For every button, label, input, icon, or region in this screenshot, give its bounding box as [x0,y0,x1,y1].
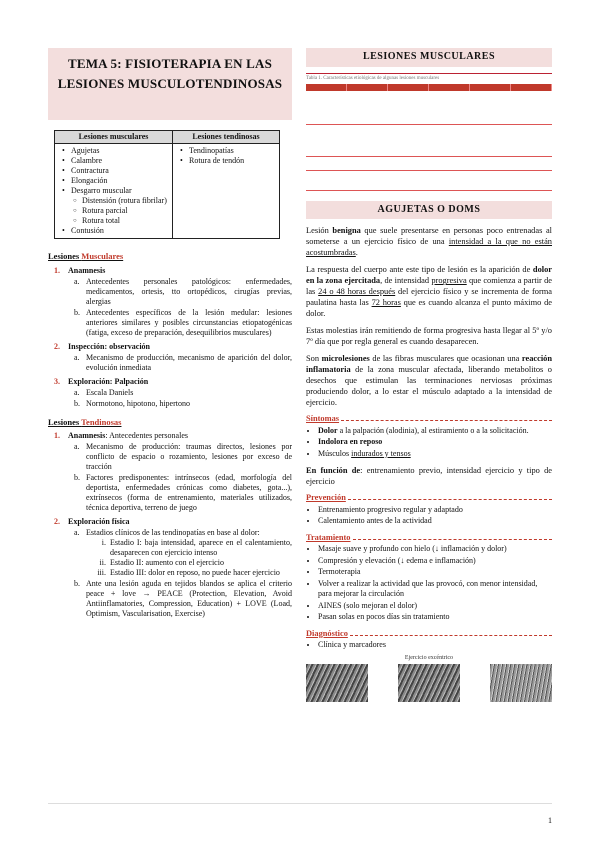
list-item: • Músculos indurados y tensos [318,449,552,460]
micrograph-image [490,664,552,702]
step-title: Anamnesis [68,431,106,441]
list-item: • Volver a realizar la actividad que las provocó, con menor intensidad, para mejorar la circulación [318,579,552,600]
subsection-diagnostico: Diagnóstico [306,629,552,640]
left-column: TEMA 5: FISIOTERAPIA EN LAS LESIONES MUSCULOTENDINOSAS Lesiones musculares Lesiones tendinosas • Agujetas • Calambre • Contractura • Elongación • Desgarro muscular ○ Distensión (rotura fibrilar) ○ Rotura parcial ○ Rotura total • Contusión • Tendinopatías • Rotura de tendón Lesiones Musculares 1. Anamnesis a. Antecedentes personales patológicos: enfermedades, medicamentos, ortesis, tto ortopédicos, cirugías previas, alergias b. Antecedentes específicos de la lesión medular: lesiones anteriores similares y posibles circunstancias etiopatogénicas (fatiga, exceso de preparación, desequilibrios musculares) 2. Inspección: observación a. Mecanismo de producción, mecanismo de aparición del dolor, evolución inmediata 3. Exploración: Palpación a. Escala Daniels b. Normotono, hipotono, hipertono Lesiones Tendinosas 1. Anamnesis: Antecedentes personales a. Mecanismo de producción: traumas directos, lesiones por conflicto de espacio o rozamiento, lesiones por exceso de tracción b. Factores predisponentes: intrínsecos (edad, morfología del deportista, enfermedades crónicas como diabetes, gota...), extrínsecos (forma de entrenamiento, materiales utilizados, técnica deportiva, terreno de juego 2. Exploración física a. Estadios clínicos de las tendinopatías en base al dolor: i. Estadio I: baja intensidad, aparece en el calentamiento, desaparecen con ejercicio intenso ii. Estadio II: aumento con el ejercicio iii. Estadio III: dolor en reposo, no puede hacer ejercicio b. Ante una lesión aguda en tejidos blandos se aplica el criterio peace + love → PEACE (Protection, Elevation, Avoid Antiinflamatories, Compression, Education) + LOVE (Load, Optimism, Vascularisation, Exercise) [48,48,292,619]
list-item: • Calambre [57,156,168,166]
list-item: • Compresión y elevación (↓ edema e inflamación) [318,556,552,567]
list-item: ○ Distensión (rotura fibrilar) [57,196,168,206]
subsection-tratamiento: Tratamiento [306,533,552,544]
list-item: ○ Rotura parcial [57,206,168,216]
paragraph: Lesión benigna que suele presentarse en personas poco entrenadas al someterse a un ejercicio físico de una intensidad a la que no están acostumbradas. [306,226,552,258]
step-title: Anamnesis [68,265,106,275]
list-item: • Clínica y marcadores [318,640,552,651]
subsection-prevencion: Prevención [306,493,552,504]
micrograph-image [306,664,368,702]
list-item: • Rotura de tendón [175,156,275,166]
list-item: • AINES (solo mejoran el dolor) [318,601,552,612]
list-item: • Elongación [57,176,168,186]
col-header-musculares: Lesiones musculares [55,131,173,144]
list-item: • Calentamiento antes de la actividad [318,516,552,527]
lesiones-table [54,130,280,239]
section-heading-musculares: Lesiones Musculares [48,251,124,261]
paragraph: En función de: entrenamiento previo, intensidad ejercicio y tipo de ejercicio [306,466,552,487]
list-item: • Tendinopatías [175,146,275,156]
list-item: • Contusión [57,226,168,236]
step-title: Exploración física [68,517,130,527]
reference-table-image: Tabla 1. Características etiológicas de algunas lesiones musculares [306,73,552,191]
paragraph: La respuesta del cuerpo ante este tipo de lesión es la aparición de dolor en la zona ejercitada, de intensidad progresiva que comienza a partir de las 24 o 48 horas después del ejercicio físico y se incrementa de forma paulatina hasta las 72 horas que es cuando alcanza el punto máximo de dolor. [306,265,553,319]
step-title: Inspección: observación [68,341,150,351]
micrograph-image [398,664,460,702]
step-title: Exploración: Palpación [68,376,149,386]
section-heading-tendinosas: Lesiones Tendinosas [48,416,122,427]
paragraph: Estas molestias irán remitiendo de forma progresiva hasta llegar al 5º y/o 7º día que por regla general es cuando desaparecen. [306,326,552,347]
list-item: • Masaje suave y profundo con hielo (↓ inflamación y dolor) [318,544,552,555]
list-item: • Indolora en reposo [318,437,552,448]
figure-title: Ejercicio excéntrico [404,654,454,661]
page-number: 1 [548,816,552,825]
col-header-tendinosas: Lesiones tendinosas [173,131,280,144]
list-item: • Desgarro muscular [57,186,168,196]
subsection-sintomas: Síntomas [306,414,552,425]
list-item: • Contractura [57,166,168,176]
list-item: • Termoterapia [318,567,552,578]
list-item: • Pasan solas en pocos días sin tratamiento [318,612,552,623]
list-item: • Agujetas [57,146,168,156]
muscle-fiber-images [306,664,552,702]
page-title: TEMA 5: FISIOTERAPIA EN LAS LESIONES MUSCULOTENDINOSAS [48,48,292,120]
right-column [306,48,552,702]
section-box-agujetas: AGUJETAS O DOMS [306,201,552,220]
list-item: ○ Rotura total [57,216,168,226]
list-item: • Entrenamiento progresivo regular y adaptado [318,505,552,516]
list-item: • Dolor a la palpación (alodinia), al estiramiento o a la solicitación. [318,426,552,437]
paragraph: Son microlesiones de las fibras musculares que ocasionan una reacción inflamatoria de la zona muscular afectada, liberando metabolitos o desechos que estimulan las terminaciones nerviosas próximas produciendo dolor, a lo estar el músculo adaptado a la intensidad de ejercicio. [306,354,552,408]
section-box-lesiones: LESIONES MUSCULARES [306,48,552,67]
footer-divider [48,803,552,804]
